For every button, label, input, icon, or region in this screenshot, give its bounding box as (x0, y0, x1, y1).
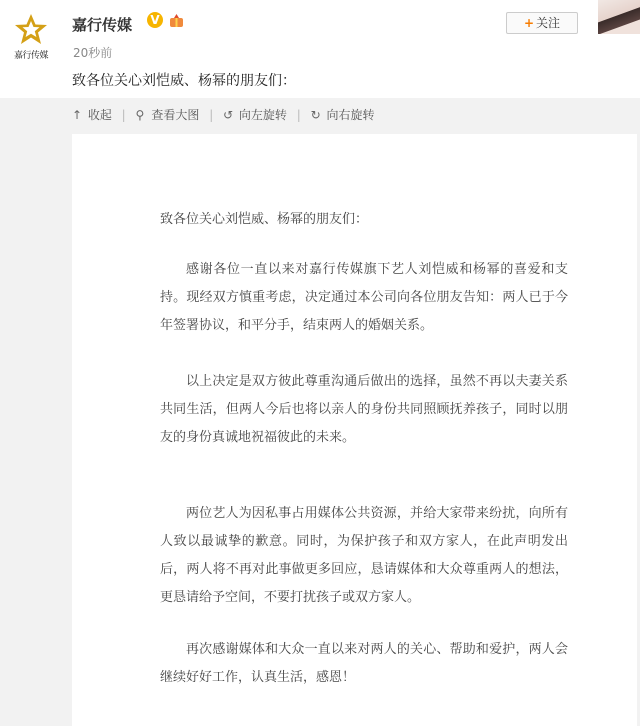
magnifier-icon: ⚲ (135, 108, 145, 122)
toolbar-divider: | (296, 108, 301, 122)
post-title: 致各位关心刘恺威、杨幂的朋友们： (72, 73, 296, 89)
collapse-label: 收起 (87, 108, 112, 122)
verified-icon: V (147, 12, 163, 28)
star-logo-icon (12, 12, 50, 48)
post-header (0, 0, 640, 96)
image-toolbar (72, 106, 380, 126)
statement-image[interactable] (72, 134, 637, 726)
statement-paragraph: 以上决定是双方彼此尊重沟通后做出的选择，虽然不再以夫妻关系共同生活，但两人今后也将以亲人的身份共同照顾抚养孩子，同时以朋友的身份真诚地祝福彼此的未来。 (160, 374, 568, 445)
post-timestamp[interactable]: 20秒前 (73, 46, 113, 60)
badge-icon (168, 12, 185, 29)
plus-icon: + (523, 16, 535, 30)
follow-label: 关注 (536, 16, 561, 30)
rotate-right-button[interactable] (311, 106, 375, 123)
statement-paragraph: 感谢各位一直以来对嘉行传媒旗下艺人刘恺威和杨幂的喜爱和支持。现经双方慎重考虑，决定通过本公司向各位朋友告知：两人已于今年签署协议，和平分手，结束两人的婚姻关系。 (160, 262, 568, 333)
collapse-icon: ↑ (72, 108, 83, 122)
rotate-left-icon: ↺ (223, 108, 234, 122)
rotate-right-icon: ↻ (310, 108, 321, 122)
rotate-left-label: 向左旋转 (238, 108, 287, 122)
statement-greeting: 致各位关心刘恺威、杨幂的朋友们： (160, 212, 369, 227)
toolbar-divider: | (209, 108, 214, 122)
rotate-right-label: 向右旋转 (326, 108, 375, 122)
avatar[interactable] (12, 12, 50, 61)
follow-button[interactable] (506, 12, 578, 34)
statement-paragraph: 再次感谢媒体和大众一直以来对两人的关心、帮助和爱护，两人会继续好好工作，认真生活，感恩！ (160, 642, 568, 685)
view-large-label: 查看大图 (151, 108, 200, 122)
view-large-button[interactable] (136, 106, 200, 123)
toolbar-divider: | (121, 108, 126, 122)
collapse-button[interactable] (72, 106, 112, 123)
avatar-logo-text: 嘉行传媒 (13, 51, 48, 61)
rotate-left-button[interactable] (223, 106, 287, 123)
user-avatar-thumbnail[interactable] (598, 0, 640, 34)
statement-paragraph: 两位艺人为因私事占用媒体公共资源，并给大家带来纷扰，向所有人致以最诚挚的歉意。同时，为保护孩子和双方家人，在此声明发出后，两人将不再对此事做更多回应，恳请媒体和大众尊重两人的想法，更恳请给予空间，不要打扰孩子或双方家人。 (160, 506, 568, 605)
account-name[interactable]: 嘉行传媒 (72, 16, 133, 34)
